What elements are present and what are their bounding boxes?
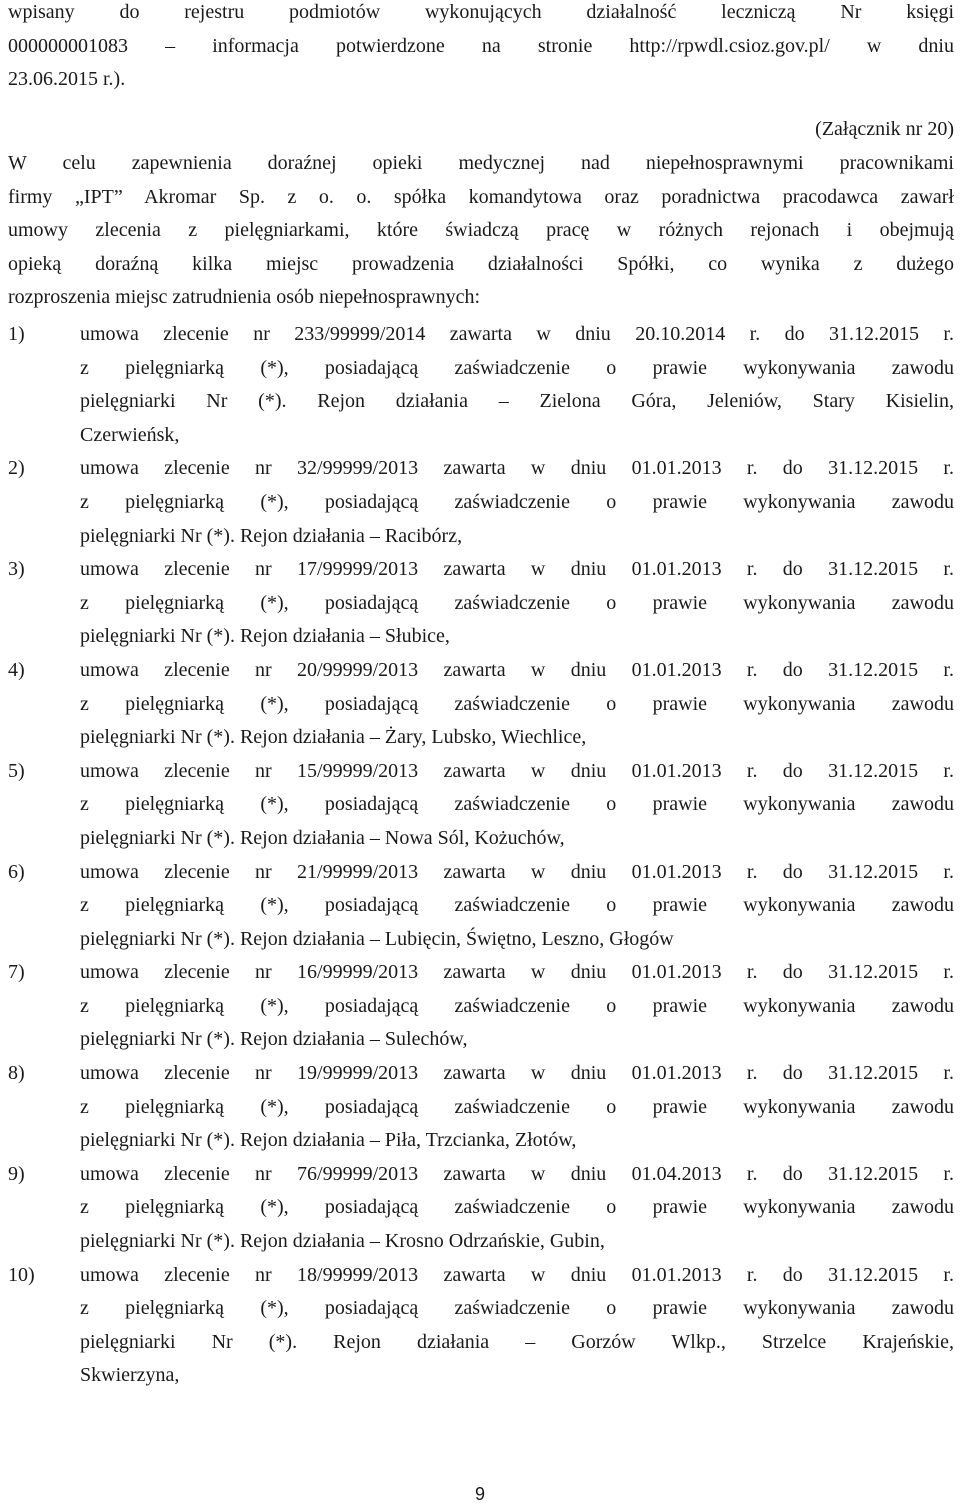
text-line: umowa zlecenie nr 15/99999/2013 zawarta w dniu 01.01.2013 r. do 31.12.2015 r. <box>80 759 954 782</box>
text-line: pielęgniarki Nr (*). Rejon działania – Racibórz, <box>80 524 463 547</box>
text-line: z pielęgniarką (*), posiadającą zaświadczenie o prawie wykonywania zawodu <box>80 356 954 379</box>
list-number: 4) <box>8 658 25 681</box>
text-line: z pielęgniarką (*), posiadającą zaświadczenie o prawie wykonywania zawodu <box>80 591 954 614</box>
list-number: 6) <box>8 860 25 883</box>
list-item <box>8 1057 954 1158</box>
text-line: Czerwieńsk, <box>80 423 180 446</box>
text-line: pielęgniarki Nr (*). Rejon działania – Lubięcin, Świętno, Leszno, Głogów <box>80 927 674 950</box>
text-line: umowa zlecenie nr 20/99999/2013 zawarta w dniu 01.01.2013 r. do 31.12.2015 r. <box>80 658 954 681</box>
text-line: z pielęgniarką (*), posiadającą zaświadczenie o prawie wykonywania zawodu <box>80 1297 954 1320</box>
text-line: 000000001083 – informacja potwierdzone na stronie http://rpwdl.csioz.gov.pl/ w dniu <box>8 34 954 57</box>
text-line: pielęgniarki Nr (*). Rejon działania – Sulechów, <box>80 1028 468 1051</box>
text-line: umowa zlecenie nr 233/99999/2014 zawarta w dniu 20.10.2014 r. do 31.12.2015 r. <box>80 323 954 345</box>
list-item <box>8 856 954 957</box>
text-line: umowa zlecenie nr 21/99999/2013 zawarta w dniu 01.01.2013 r. do 31.12.2015 r. <box>80 860 954 883</box>
attachment-note: (Załącznik nr 20) <box>815 118 954 140</box>
text-line: umowa zlecenie nr 32/99999/2013 zawarta w dniu 01.01.2013 r. do 31.12.2015 r. <box>80 457 954 480</box>
text-line: opieką doraźną kilka miejsc prowadzenia działalności Spółki, co wynika z dużego <box>8 252 954 275</box>
text-line: 23.06.2015 r.). <box>8 68 126 91</box>
text-line: umowa zlecenie nr 18/99999/2013 zawarta w dniu 01.01.2013 r. do 31.12.2015 r. <box>80 1263 954 1286</box>
text-line: firmy „IPT” Akromar Sp. z o. o. spółka komandytowa oraz poradnictwa pracodawca zawarł <box>8 185 954 208</box>
list-number: 8) <box>8 1062 25 1085</box>
list-item <box>8 1259 954 1393</box>
list-number: 7) <box>8 961 25 984</box>
text-line: pielęgniarki Nr (*). Rejon działania – Krosno Odrzańskie, Gubin, <box>80 1230 605 1253</box>
text-line: umowa zlecenie nr 17/99999/2013 zawarta w dniu 01.01.2013 r. do 31.12.2015 r. <box>80 558 954 581</box>
list-item <box>8 956 954 1057</box>
text-line: Skwierzyna, <box>80 1364 180 1387</box>
text-line: umowy zlecenia z pielęgniarkami, które świadczą pracę w różnych rejonach i obejmują <box>8 219 954 242</box>
text-line: W celu zapewnienia doraźnej opieki medycznej nad niepełnosprawnymi pracownikami <box>8 152 954 174</box>
page-number: 9 <box>474 1484 485 1504</box>
list-number: 5) <box>8 759 25 782</box>
list-item <box>8 654 954 755</box>
list-item <box>8 553 954 654</box>
text-line: umowa zlecenie nr 16/99999/2013 zawarta w dniu 01.01.2013 r. do 31.12.2015 r. <box>80 961 954 984</box>
text-line: z pielęgniarką (*), posiadającą zaświadczenie o prawie wykonywania zawodu <box>80 692 954 715</box>
text-line: z pielęgniarką (*), posiadającą zaświadczenie o prawie wykonywania zawodu <box>80 994 954 1017</box>
text-line: umowa zlecenie nr 19/99999/2013 zawarta w dniu 01.01.2013 r. do 31.12.2015 r. <box>80 1062 954 1085</box>
top-paragraph <box>8 0 954 97</box>
text-line: pielęgniarki Nr (*). Rejon działania – Żary, Lubsko, Wiechlice, <box>80 726 587 749</box>
contracts-list <box>8 318 954 1393</box>
text-line: pielęgniarki Nr (*). Rejon działania – Piła, Trzcianka, Złotów, <box>80 1129 577 1152</box>
text-line: rozproszenia miejsc zatrudnienia osób niepełnosprawnych: <box>8 286 481 309</box>
list-item <box>8 1158 954 1259</box>
text-line: z pielęgniarką (*), posiadającą zaświadczenie o prawie wykonywania zawodu <box>80 490 954 513</box>
list-number: 1) <box>8 323 25 345</box>
text-line: z pielęgniarką (*), posiadającą zaświadczenie o prawie wykonywania zawodu <box>80 793 954 816</box>
list-number: 2) <box>8 457 25 480</box>
text-line: pielęgniarki Nr (*). Rejon działania – Gorzów Wlkp., Strzelce Krajeńskie, <box>80 1330 954 1353</box>
list-number: 9) <box>8 1162 25 1185</box>
list-number: 10) <box>8 1263 35 1286</box>
list-number: 3) <box>8 558 25 581</box>
text-line: z pielęgniarką (*), posiadającą zaświadczenie o prawie wykonywania zawodu <box>80 1196 954 1219</box>
text-line: pielęgniarki Nr (*). Rejon działania – Nowa Sól, Kożuchów, <box>80 826 565 849</box>
text-line: umowa zlecenie nr 76/99999/2013 zawarta w dniu 01.04.2013 r. do 31.12.2015 r. <box>80 1162 954 1185</box>
text-line: z pielęgniarką (*), posiadającą zaświadczenie o prawie wykonywania zawodu <box>80 1095 954 1118</box>
text-line: wpisany do rejestru podmiotów wykonujących działalność leczniczą Nr księgi <box>8 1 954 23</box>
text-line: pielęgniarki Nr (*). Rejon działania – Zielona Góra, Jeleniów, Stary Kisielin, <box>80 390 954 413</box>
list-item <box>8 318 954 452</box>
list-item <box>8 452 954 553</box>
intro-paragraph <box>8 147 954 315</box>
list-item <box>8 755 954 856</box>
text-line: z pielęgniarką (*), posiadającą zaświadczenie o prawie wykonywania zawodu <box>80 894 954 917</box>
text-line: pielęgniarki Nr (*). Rejon działania – Słubice, <box>80 625 450 648</box>
